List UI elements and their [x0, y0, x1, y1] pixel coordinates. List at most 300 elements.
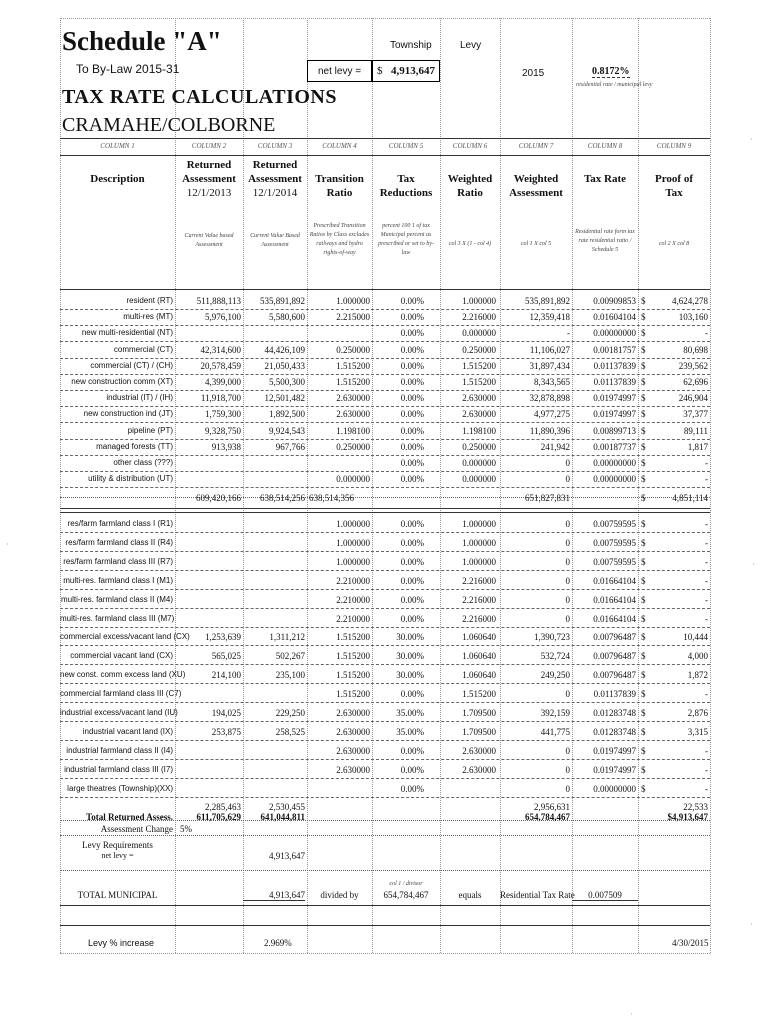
cell-proof: - [705, 764, 708, 775]
cell-wr: 1.515200 [462, 360, 496, 371]
cell-tr: 2.630000 [336, 764, 370, 775]
cell-red: 0.00% [400, 537, 424, 548]
cell-wa: 31,897,434 [529, 360, 570, 371]
subtotal-a-weighted: 651,827,831 [525, 493, 570, 503]
row-rule [60, 797, 710, 798]
cell-tr: 2.630000 [336, 726, 370, 737]
cell-proof: 3,315 [687, 726, 708, 737]
subtotal-a-assess-2014: 638,514,256 [260, 493, 305, 503]
row-rule [60, 374, 710, 375]
cell-d: managed forests (TT) [96, 441, 173, 451]
cell-wa: 535,891,892 [525, 296, 570, 306]
cell-a2: 9,924,543 [269, 425, 305, 436]
cell-dol: $ [641, 312, 646, 323]
cell-a1: 511,888,113 [196, 296, 241, 306]
header-weighted-ratio: Weighted Ratio [447, 173, 493, 199]
row-rule [60, 721, 710, 722]
cell-tr: 0.000000 [336, 474, 370, 485]
cell-wr: 1.000000 [462, 519, 496, 529]
cell-dol: $ [641, 651, 646, 662]
divisor-note: col 1 / divisor [389, 881, 423, 887]
cell-proof: - [705, 328, 708, 339]
net-levy-label: net levy = [318, 66, 362, 77]
cell-red: 0.00% [400, 613, 424, 624]
cell-rate: 0.01137839 [593, 377, 636, 387]
cell-wa: 0 [565, 783, 570, 794]
cell-wa: 12,359,418 [529, 312, 570, 323]
cell-d: industrial vacant land (IX) [82, 726, 173, 736]
cell-wa: 0 [565, 537, 570, 548]
cell-proof: 239,562 [678, 360, 708, 371]
cell-a2: 235,100 [275, 670, 305, 681]
cell-wr: 1.000000 [462, 296, 496, 306]
cell-d: industrial excess/vacant land (IU) [60, 708, 178, 717]
divided-by-label: divided by [320, 890, 359, 900]
cell-wr: 2.630000 [462, 393, 496, 404]
cell-rate: 0.01974997 [593, 409, 636, 420]
column-code: COLUMN 5 [388, 142, 424, 150]
cell-d: res/farm farmland class III (R7) [63, 556, 173, 566]
row-rule [60, 608, 710, 609]
cell-tr: 1.198100 [336, 425, 370, 436]
column-code: COLUMN 1 [100, 142, 135, 150]
row-rule [60, 532, 710, 533]
scan-mark: · [752, 560, 755, 569]
header-tax-reductions: Tax Reductions [379, 173, 433, 199]
cell-wa: 32,878,898 [529, 393, 570, 404]
total-municipal-value: 4,913,647 [243, 890, 305, 901]
cell-a1: 1,253,639 [205, 632, 241, 643]
row-rule [60, 589, 710, 590]
cell-wr: 2.216000 [462, 613, 496, 624]
cell-tr: 1.515200 [336, 689, 370, 700]
column-code: COLUMN 3 [257, 142, 293, 150]
cell-red: 30.00% [396, 651, 424, 662]
column-code: COLUMN 8 [587, 142, 623, 150]
cell-wr: 0.250000 [462, 344, 496, 355]
cell-proof: 103,160 [678, 312, 708, 323]
cell-red: 0.00% [400, 328, 424, 339]
cell-a2: 21,050,433 [264, 360, 305, 371]
cell-rate: 0.01974997 [593, 745, 636, 756]
cell-wa: 241,942 [540, 441, 570, 452]
header-description: Description [90, 173, 145, 185]
cell-red: 0.00% [400, 594, 424, 605]
cell-d: new construction ind (JT) [83, 409, 173, 419]
cell-red: 0.00% [400, 458, 424, 468]
row-rule [60, 341, 710, 342]
cell-d: industrial (IT) / (IH) [106, 393, 173, 403]
cell-rate: 0.01283748 [593, 726, 636, 737]
cell-a1: 9,328,750 [205, 425, 241, 436]
net-levy-value-box [372, 60, 440, 82]
levy-requirements-sub: net levy = [101, 851, 134, 860]
cell-wr: 0.000000 [462, 458, 496, 468]
header-returned-2013: Returned Assessment 12/1/2013 [182, 159, 236, 199]
cell-d: commercial excess/vacant land (CX) [60, 632, 190, 642]
total-assess-2014: 641,044,811 [260, 812, 305, 822]
cell-proof: - [705, 458, 708, 468]
cell-wa: 0 [565, 594, 570, 605]
cell-a1: 565,025 [211, 651, 241, 662]
header-transition-ratio: Transition Ratio [315, 173, 364, 199]
cell-rate: 0.01974997 [593, 764, 636, 775]
cell-rate: 0.00000000 [593, 328, 636, 339]
cell-red: 0.00% [400, 425, 424, 436]
cell-wr: 0.000000 [462, 474, 496, 485]
cell-red: 35.00% [396, 708, 424, 718]
note-col8: col 2 X col 8 [658, 241, 690, 247]
cell-d: commercial (CT) [113, 344, 173, 354]
header-returned-2014: Returned Assessment 12/1/2014 [248, 159, 302, 199]
cell-tr: 2.630000 [336, 745, 370, 756]
cell-rate: 0.01137839 [593, 360, 636, 371]
cell-rate: 0.00796487 [593, 670, 636, 681]
cell-dol: $ [641, 296, 646, 306]
cell-dol: $ [641, 745, 646, 756]
cell-tr: 1.515200 [336, 360, 370, 371]
cell-rate: 0.00759595 [593, 556, 636, 567]
row-rule [60, 455, 710, 456]
footer-date: 4/30/2015 [672, 938, 709, 948]
cell-a1: 11,918,700 [200, 393, 241, 404]
note-col6: col 1 X col 5 [520, 241, 552, 247]
cell-proof: 4,624,278 [672, 296, 708, 306]
cell-wa: - [567, 328, 570, 339]
column-code: COLUMN 9 [656, 142, 692, 150]
cell-wr: 1.709500 [462, 708, 496, 718]
cell-a2: 258,525 [275, 726, 305, 737]
equals-label: equals [458, 890, 482, 900]
total-returned-label: Total Returned Assess. [86, 812, 173, 822]
cell-proof: 10,444 [683, 632, 708, 643]
cell-wa: 392,159 [540, 708, 570, 718]
note-col3: Prescribed Transition Ratios by Class excludes railways and hydro rights-of-way [309, 223, 370, 256]
cell-proof: - [705, 689, 708, 700]
column-code: COLUMN 4 [322, 142, 357, 150]
row-rule [60, 439, 710, 440]
cell-wr: 1.000000 [462, 537, 496, 548]
cell-proof: 37,377 [683, 409, 708, 420]
levy-requirements-value: 4,913,647 [269, 851, 305, 861]
cell-d: multi-res (MT) [123, 312, 173, 322]
cell-dol: $ [641, 344, 646, 355]
cell-dol: $ [641, 458, 646, 468]
cell-dol: $ [641, 613, 646, 624]
total-assess-2013: 611,705,629 [196, 812, 241, 822]
cell-dol: $ [641, 708, 646, 718]
cell-a2: 535,891,892 [260, 296, 305, 306]
cell-a1: 194,025 [211, 708, 241, 718]
cell-red: 0.00% [400, 783, 424, 794]
cell-dol: $ [641, 670, 646, 681]
cell-proof: - [705, 556, 708, 567]
cell-tr: 2.630000 [336, 708, 370, 718]
cell-tr: 1.515200 [336, 632, 370, 643]
cell-red: 0.00% [400, 377, 424, 387]
cell-d: other class (???) [113, 458, 173, 467]
cell-proof: 80,698 [683, 344, 708, 355]
note-col2: Current Value Based Assessment [250, 233, 300, 248]
cell-d: multi-res. farmland class II (M4) [60, 594, 173, 604]
cell-wa: 0 [565, 575, 570, 586]
cell-wa: 0 [565, 745, 570, 756]
cell-d: resident (RT) [126, 296, 173, 305]
cell-dol: $ [641, 689, 646, 700]
cell-red: 0.00% [400, 312, 424, 323]
cell-d: industrial farmland class II (I4) [66, 745, 173, 755]
residential-tax-rate-value: 0.007509 [572, 890, 638, 901]
assessment-change-label: Assessment Change [100, 824, 173, 834]
cell-dol: $ [641, 474, 646, 485]
cell-dol: $ [641, 537, 646, 548]
cell-wr: 1.060640 [462, 632, 496, 643]
cell-a2: 5,500,300 [269, 377, 305, 387]
row-rule [60, 325, 710, 326]
note-col4: percent 100 1 of tax Municipal percent as prescribed or set to by-law [378, 223, 434, 256]
cell-tr: 1.515200 [336, 377, 370, 387]
header-proof-of-tax: Proof of Tax [655, 173, 693, 199]
header-weighted-assessment: Weighted Assessment [509, 173, 563, 199]
divisor-value: 654,784,467 [383, 890, 429, 900]
cell-tr: 2.215000 [336, 312, 370, 323]
subtotal-a-dollar: $ [641, 493, 646, 503]
cell-d: commercial farmland class III (C7) [60, 689, 182, 699]
scan-mark: · [750, 135, 753, 144]
cell-proof: 4,000 [687, 651, 708, 662]
cell-tr: 2.630000 [336, 393, 370, 404]
cell-dol: $ [641, 328, 646, 339]
row-rule [60, 740, 710, 741]
cell-red: 30.00% [396, 670, 424, 681]
note-col5: col 3 X (1 - col 4) [448, 241, 492, 247]
levy-label: Levy [460, 40, 482, 51]
cell-wa: 4,977,275 [534, 409, 570, 420]
subtotal-b-weighted: 2,956,631 [534, 802, 570, 812]
cell-rate: 0.00187737 [593, 441, 636, 452]
subtotal-a-transition: 638,514,356 [309, 493, 354, 503]
cell-red: 35.00% [396, 726, 424, 737]
cell-a2: 967,766 [275, 441, 305, 452]
cell-rate: 0.01664104 [593, 613, 636, 624]
cell-wa: 532,724 [540, 651, 570, 662]
cell-tr: 0.250000 [336, 344, 370, 355]
cell-proof: - [705, 575, 708, 586]
municipality-name: CRAMAHE/COLBORNE [62, 114, 276, 136]
cell-d: new construction comm (XT) [71, 377, 173, 386]
cell-dol: $ [641, 783, 646, 794]
cell-wa: 0 [565, 519, 570, 529]
cell-rate: 0.00759595 [593, 537, 636, 548]
cell-d: multi-res. farmland class III (M7) [60, 613, 175, 623]
cell-proof: - [705, 613, 708, 624]
subtotal-b-assess-2013: 2,285,463 [205, 802, 241, 812]
cell-rate: 0.01137839 [593, 689, 636, 700]
cell-proof: - [705, 783, 708, 794]
cell-d: pipeline (PT) [127, 425, 173, 435]
cell-proof: - [705, 745, 708, 756]
cell-dol: $ [641, 360, 646, 371]
row-rule [60, 487, 710, 488]
cell-wa: 249,250 [540, 670, 570, 681]
subtotal-b-assess-2014: 2,530,455 [269, 802, 305, 812]
cell-d: utility & distribution (UT) [88, 474, 173, 484]
cell-proof: 1,817 [687, 441, 708, 452]
cell-dol: $ [641, 556, 646, 567]
cell-tr: 2.210000 [336, 613, 370, 624]
cell-proof: 62,696 [683, 377, 708, 387]
cell-a2: 12,501,482 [264, 393, 305, 404]
cell-wr: 2.216000 [462, 594, 496, 605]
cell-red: 0.00% [400, 745, 424, 756]
cell-tr: 1.515200 [336, 651, 370, 662]
residential-tax-rate-label: Residential Tax Rate [500, 890, 575, 900]
cell-d: res/farm farmland class II (R4) [65, 537, 173, 547]
cell-dol: $ [641, 575, 646, 586]
cell-wa: 11,106,027 [529, 344, 570, 355]
cell-d: new multi-residential (NT) [81, 328, 173, 338]
note-col7: Residential rate form tax rate residential ratio / Schedule 5 [575, 229, 635, 253]
total-weighted: 654,784,467 [525, 812, 570, 822]
cell-d: multi-res. farmland class I (M1) [63, 575, 173, 585]
cell-tr: 2.630000 [336, 409, 370, 420]
row-rule [60, 358, 710, 359]
cell-proof: 246,904 [678, 393, 708, 404]
scan-mark: · [630, 1010, 633, 1019]
levy-requirements-label: Levy Requirements [82, 840, 153, 850]
cell-wr: 1.060640 [462, 651, 496, 662]
cell-a1: 4,399,000 [205, 377, 241, 387]
column-code: COLUMN 6 [452, 142, 488, 150]
cell-red: 0.00% [400, 575, 424, 586]
cell-rate: 0.00899713 [593, 425, 636, 436]
row-rule [60, 390, 710, 391]
levy-increase-value: 2.969% [264, 938, 292, 948]
cell-red: 0.00% [400, 409, 424, 420]
cell-red: 0.00% [400, 474, 424, 485]
cell-tr: 0.250000 [336, 441, 370, 452]
cell-red: 0.00% [400, 344, 424, 355]
cell-wa: 0 [565, 556, 570, 567]
cell-a2: 44,426,109 [264, 344, 305, 355]
cell-proof: 89,111 [683, 425, 708, 436]
row-rule [60, 570, 710, 571]
cell-a2: 1,892,500 [269, 409, 305, 420]
cell-rate: 0.00796487 [593, 632, 636, 643]
cell-dol: $ [641, 393, 646, 404]
cell-red: 30.00% [396, 632, 424, 643]
cell-tr: 2.210000 [336, 575, 370, 586]
total-municipal-label: TOTAL MUNICIPAL [77, 890, 158, 900]
cell-wa: 11,890,396 [529, 425, 570, 436]
cell-d: new const. comm excess land (XU) [60, 670, 186, 680]
cell-wr: 1.000000 [462, 556, 496, 567]
scan-mark: · [750, 920, 753, 929]
net-levy-label-box [307, 60, 372, 82]
row-rule [60, 759, 710, 760]
cell-red: 0.00% [400, 764, 424, 775]
cell-wa: 0 [565, 474, 570, 485]
note-col1: Current Value based Assessment [184, 233, 234, 248]
cell-rate: 0.00000000 [593, 458, 636, 468]
cell-a1: 214,100 [211, 670, 241, 681]
cell-a1: 20,578,459 [200, 360, 241, 371]
cell-a1: 42,314,600 [200, 344, 241, 355]
scan-mark: · [6, 540, 9, 549]
cell-tr: 1.000000 [336, 519, 370, 529]
cell-dol: $ [641, 409, 646, 420]
cell-wr: 0.250000 [462, 441, 496, 452]
cell-wr: 2.630000 [462, 745, 496, 756]
cell-a2: 1,311,212 [269, 632, 305, 643]
cell-wr: 2.630000 [462, 409, 496, 420]
cell-wr: 1.709500 [462, 726, 496, 737]
cell-a2: 229,250 [275, 708, 305, 718]
cell-a1: 5,976,100 [205, 312, 241, 323]
cell-rate: 0.00796487 [593, 651, 636, 662]
cell-wa: 441,775 [540, 726, 570, 737]
cell-red: 0.00% [400, 441, 424, 452]
cell-tr: 1.000000 [336, 296, 370, 306]
cell-wr: 2.216000 [462, 575, 496, 586]
subtotal-a-assess-2013: 609,420,166 [196, 493, 241, 503]
cell-a1: 1,759,300 [205, 409, 241, 420]
cell-wr: 1.515200 [462, 689, 496, 700]
cell-wa: 0 [565, 613, 570, 624]
cell-d: commercial vacant land (CX) [70, 651, 173, 661]
assessment-change-value: 5% [180, 824, 192, 834]
header-tax-rate: Tax Rate [583, 173, 627, 185]
top-rate-value: 0.8172% [592, 66, 630, 77]
cell-proof: 1,872 [687, 670, 708, 681]
cell-wa: 0 [565, 689, 570, 700]
cell-dol: $ [641, 441, 646, 452]
row-rule [60, 778, 710, 779]
cell-rate: 0.01664104 [593, 594, 636, 605]
cell-rate: 0.01974997 [593, 393, 636, 404]
cell-rate: 0.01604104 [593, 312, 636, 323]
cell-dol: $ [641, 764, 646, 775]
row-rule [60, 702, 710, 703]
row-rule [60, 645, 710, 646]
cell-proof: - [705, 537, 708, 548]
cell-wr: 1.515200 [462, 377, 496, 387]
tax-rate-heading: TAX RATE CALCULATIONS [62, 86, 337, 108]
cell-wa: 8,343,565 [534, 377, 570, 387]
total-proof: $4,913,647 [667, 812, 708, 822]
cell-d: res/farm farmland class I (R1) [67, 519, 173, 528]
cell-wr: 2.630000 [462, 764, 496, 775]
cell-proof: - [705, 594, 708, 605]
cell-rate: 0.01664104 [593, 575, 636, 586]
row-rule [60, 422, 710, 423]
cell-rate: 0.00759595 [593, 519, 636, 529]
cell-rate: 0.01283748 [593, 708, 636, 718]
net-levy-value: 4,913,647 [391, 65, 435, 77]
cell-rate: 0.00181757 [593, 344, 636, 355]
net-levy-currency: $ [377, 65, 383, 77]
cell-red: 0.00% [400, 296, 424, 306]
cell-d: industrial farmland class III (I7) [64, 764, 173, 774]
cell-d: commercial (CT) / (CH) [90, 360, 173, 370]
column-code: COLUMN 2 [191, 142, 227, 150]
cell-dol: $ [641, 594, 646, 605]
row-rule [60, 551, 710, 552]
cell-proof: - [705, 474, 708, 485]
row-rule [60, 683, 710, 684]
cell-tr: 1.000000 [336, 537, 370, 548]
cell-red: 0.00% [400, 360, 424, 371]
